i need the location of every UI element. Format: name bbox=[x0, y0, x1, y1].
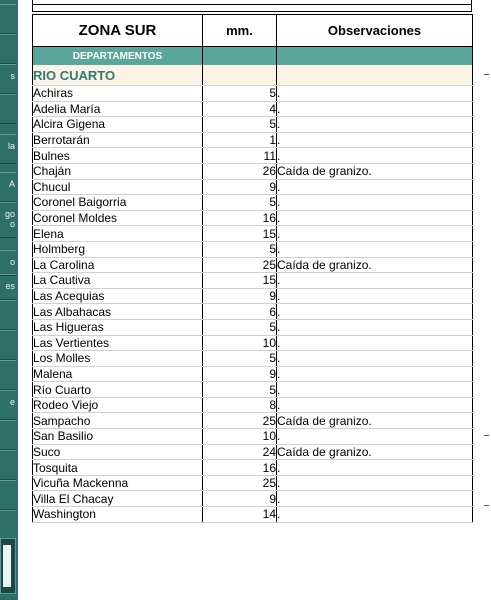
table-row bbox=[33, 491, 473, 507]
cell-mm: 6 bbox=[203, 304, 277, 320]
cell-localidad: Berrotarán bbox=[33, 132, 203, 148]
nav-button[interactable] bbox=[0, 360, 16, 390]
cell-observaciones: . bbox=[277, 195, 473, 211]
header-mm: mm. bbox=[203, 15, 277, 47]
region-blank bbox=[203, 65, 277, 86]
nav-button[interactable] bbox=[0, 450, 16, 480]
header-observaciones: Observaciones bbox=[277, 15, 473, 47]
cell-mm: 9 bbox=[203, 288, 277, 304]
cell-localidad: Coronel Baigorria bbox=[33, 195, 203, 211]
cell-observaciones: . bbox=[277, 226, 473, 242]
cell-observaciones: . bbox=[277, 319, 473, 335]
region-name: RIO CUARTO bbox=[33, 65, 203, 86]
cell-mm: 11 bbox=[203, 148, 277, 164]
cell-mm: 5 bbox=[203, 241, 277, 257]
departamentos-row bbox=[33, 47, 473, 66]
cell-mm: 10 bbox=[203, 429, 277, 445]
cell-localidad: Washington bbox=[33, 507, 203, 523]
nav-button[interactable] bbox=[0, 300, 16, 330]
cell-observaciones: . bbox=[277, 132, 473, 148]
table-row bbox=[33, 132, 473, 148]
cell-observaciones: Caída de granizo. bbox=[277, 257, 473, 273]
table-row bbox=[33, 163, 473, 179]
cell-mm: 9 bbox=[203, 179, 277, 195]
cell-localidad: Adelia María bbox=[33, 101, 203, 117]
table-row bbox=[33, 382, 473, 398]
cell-observaciones: . bbox=[277, 273, 473, 289]
departamentos-label: DEPARTAMENTOS bbox=[33, 47, 203, 66]
cell-observaciones: . bbox=[277, 382, 473, 398]
nav-button[interactable] bbox=[0, 34, 16, 64]
cell-localidad: La Cautiva bbox=[33, 273, 203, 289]
cell-observaciones: . bbox=[277, 507, 473, 523]
cell-localidad: Los Molles bbox=[33, 351, 203, 367]
cell-observaciones: . bbox=[277, 288, 473, 304]
rainfall-table bbox=[32, 14, 473, 523]
edge-tick bbox=[484, 505, 489, 506]
cell-localidad: Las Albahacas bbox=[33, 304, 203, 320]
table-row bbox=[33, 319, 473, 335]
table-row bbox=[33, 429, 473, 445]
table-row bbox=[33, 273, 473, 289]
cell-mm: 4 bbox=[203, 101, 277, 117]
cell-mm: 5 bbox=[203, 86, 277, 102]
cell-localidad: San Basilio bbox=[33, 429, 203, 445]
cell-observaciones: Caída de granizo. bbox=[277, 163, 473, 179]
cell-localidad: Alcira Gigena bbox=[33, 117, 203, 133]
table-row bbox=[33, 195, 473, 211]
table-row bbox=[33, 101, 473, 117]
table-row bbox=[33, 413, 473, 429]
table-row bbox=[33, 366, 473, 382]
nav-button[interactable] bbox=[0, 250, 16, 276]
cell-mm: 14 bbox=[203, 507, 277, 523]
nav-label-fragment: A bbox=[8, 179, 15, 189]
nav-button[interactable] bbox=[0, 64, 16, 94]
cell-localidad: Rodeo Viejo bbox=[33, 397, 203, 413]
cell-observaciones: . bbox=[277, 491, 473, 507]
table-row bbox=[33, 351, 473, 367]
cell-observaciones: . bbox=[277, 241, 473, 257]
nav-button[interactable] bbox=[0, 202, 16, 238]
cell-mm: 24 bbox=[203, 444, 277, 460]
cell-localidad: Río Cuarto bbox=[33, 382, 203, 398]
cell-observaciones: . bbox=[277, 351, 473, 367]
cell-mm: 26 bbox=[203, 163, 277, 179]
table-row bbox=[33, 86, 473, 102]
cell-mm: 25 bbox=[203, 257, 277, 273]
left-navigation-strip bbox=[0, 0, 18, 600]
region-row bbox=[33, 65, 473, 86]
cell-observaciones: . bbox=[277, 101, 473, 117]
nav-button[interactable] bbox=[0, 134, 16, 164]
cell-mm: 5 bbox=[203, 319, 277, 335]
cell-localidad: Elena bbox=[33, 226, 203, 242]
cell-localidad: Villa El Chacay bbox=[33, 491, 203, 507]
cell-localidad: Las Acequias bbox=[33, 288, 203, 304]
table-row bbox=[33, 179, 473, 195]
table-row bbox=[33, 288, 473, 304]
cell-localidad: Holmberg bbox=[33, 241, 203, 257]
table-top-border bbox=[32, 0, 472, 12]
cell-localidad: Las Higueras bbox=[33, 319, 203, 335]
cell-mm: 5 bbox=[203, 351, 277, 367]
nav-label-fragment: go bbox=[4, 209, 15, 219]
nav-label-fragment: o bbox=[9, 219, 15, 229]
cell-observaciones: . bbox=[277, 475, 473, 491]
table-row bbox=[33, 148, 473, 164]
cell-observaciones: . bbox=[277, 210, 473, 226]
table-row bbox=[33, 304, 473, 320]
nav-button[interactable] bbox=[0, 94, 16, 124]
cell-localidad: Malena bbox=[33, 366, 203, 382]
nav-button[interactable] bbox=[0, 4, 16, 34]
nav-button[interactable] bbox=[0, 330, 16, 360]
table-row bbox=[33, 257, 473, 273]
nav-bottom-panel bbox=[0, 538, 16, 594]
cell-localidad: La Carolina bbox=[33, 257, 203, 273]
nav-button[interactable] bbox=[0, 510, 16, 540]
table-row bbox=[33, 241, 473, 257]
departamentos-blank bbox=[203, 47, 277, 66]
table-row bbox=[33, 460, 473, 476]
edge-tick bbox=[484, 435, 489, 436]
cell-observaciones: . bbox=[277, 148, 473, 164]
cell-localidad: Bulnes bbox=[33, 148, 203, 164]
cell-observaciones: . bbox=[277, 179, 473, 195]
cell-localidad: Chaján bbox=[33, 163, 203, 179]
cell-observaciones: . bbox=[277, 304, 473, 320]
cell-mm: 1 bbox=[203, 132, 277, 148]
nav-button[interactable] bbox=[0, 390, 16, 420]
cell-mm: 8 bbox=[203, 397, 277, 413]
table-row bbox=[33, 335, 473, 351]
cell-localidad: Suco bbox=[33, 444, 203, 460]
cell-mm: 15 bbox=[203, 226, 277, 242]
header-zona: ZONA SUR bbox=[33, 15, 203, 47]
nav-label-fragment: o bbox=[9, 257, 15, 267]
nav-label-fragment: es bbox=[5, 281, 15, 291]
cell-localidad: Chucul bbox=[33, 179, 203, 195]
table-row bbox=[33, 210, 473, 226]
cell-observaciones: . bbox=[277, 117, 473, 133]
edge-tick bbox=[484, 74, 489, 75]
table-header-row bbox=[33, 15, 473, 47]
table-row bbox=[33, 117, 473, 133]
cell-mm: 5 bbox=[203, 195, 277, 211]
nav-bottom-inner bbox=[3, 545, 11, 587]
nav-button[interactable] bbox=[0, 420, 16, 450]
table-row bbox=[33, 507, 473, 523]
cell-localidad: Vicuña Mackenna bbox=[33, 475, 203, 491]
cell-mm: 10 bbox=[203, 335, 277, 351]
cell-mm: 9 bbox=[203, 491, 277, 507]
cell-localidad: Las Vertientes bbox=[33, 335, 203, 351]
cell-mm: 16 bbox=[203, 460, 277, 476]
nav-label-fragment: e bbox=[9, 397, 15, 407]
departamentos-blank bbox=[277, 47, 473, 66]
right-edge-marks bbox=[484, 60, 490, 600]
cell-localidad: Achiras bbox=[33, 86, 203, 102]
nav-button[interactable] bbox=[0, 172, 16, 202]
cell-localidad: Sampacho bbox=[33, 413, 203, 429]
cell-observaciones: Caída de granizo. bbox=[277, 444, 473, 460]
table-row bbox=[33, 397, 473, 413]
cell-observaciones: . bbox=[277, 397, 473, 413]
cell-mm: 16 bbox=[203, 210, 277, 226]
cell-mm: 5 bbox=[203, 382, 277, 398]
table-row bbox=[33, 444, 473, 460]
nav-label-fragment: la bbox=[7, 141, 15, 151]
nav-button[interactable] bbox=[0, 274, 16, 300]
table-row bbox=[33, 475, 473, 491]
nav-label-fragment: s bbox=[10, 71, 15, 81]
cell-mm: 25 bbox=[203, 413, 277, 429]
cell-observaciones: . bbox=[277, 335, 473, 351]
cell-mm: 9 bbox=[203, 366, 277, 382]
cell-localidad: Tosquita bbox=[33, 460, 203, 476]
cell-mm: 5 bbox=[203, 117, 277, 133]
cell-mm: 15 bbox=[203, 273, 277, 289]
cell-observaciones: Caída de granizo. bbox=[277, 413, 473, 429]
nav-button[interactable] bbox=[0, 480, 16, 510]
region-blank bbox=[277, 65, 473, 86]
cell-observaciones: . bbox=[277, 366, 473, 382]
cell-mm: 25 bbox=[203, 475, 277, 491]
cell-observaciones: . bbox=[277, 429, 473, 445]
table-row bbox=[33, 226, 473, 242]
cell-observaciones: . bbox=[277, 86, 473, 102]
cell-observaciones: . bbox=[277, 460, 473, 476]
cell-localidad: Coronel Moldes bbox=[33, 210, 203, 226]
